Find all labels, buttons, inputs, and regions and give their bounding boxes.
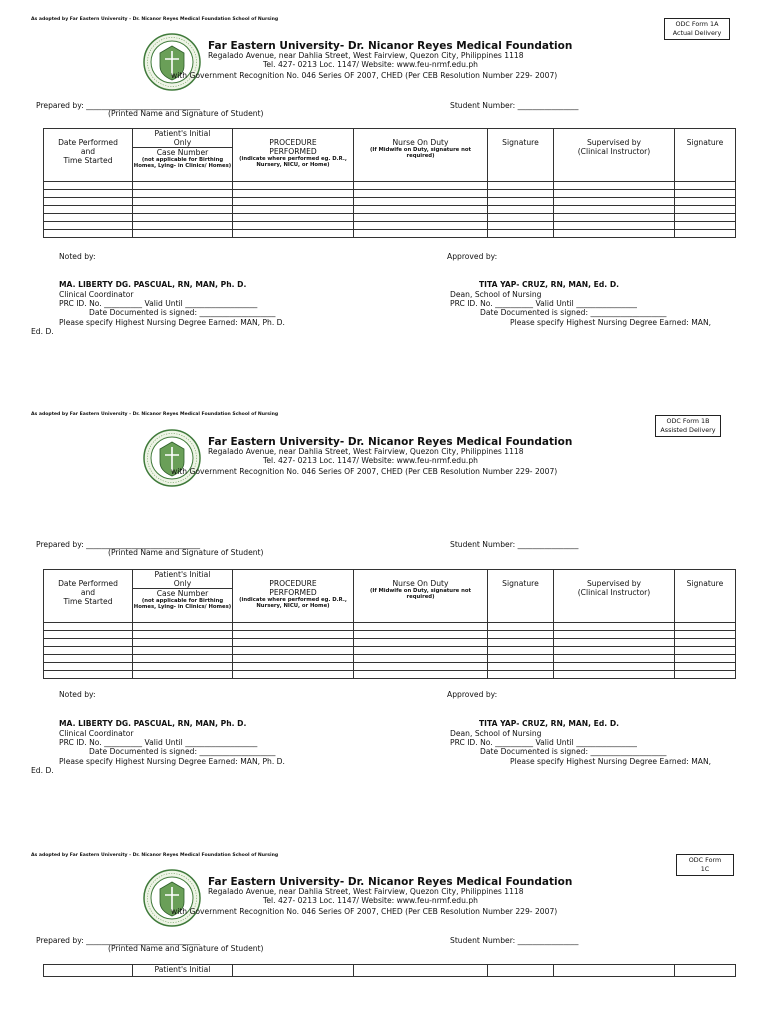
approved-by: Approved by: xyxy=(447,690,498,699)
address: Regalado Avenue, near Dahlia Street, West Fairview, Quezon City, Philippines 1118 xyxy=(208,51,524,60)
header-procedure: PROCEDURE PERFORMED (indicate where performed eg. D.R., Nursery, NICU, or Home) xyxy=(233,570,354,623)
student-number: Student Number: ________________ xyxy=(450,936,579,945)
dean-degree-cont: Ed. D. xyxy=(31,327,54,336)
dean-name: TITA YAP- CRUZ, RN, MAN, Ed. D. xyxy=(479,719,620,728)
header-date: Date Performed and Time Started xyxy=(44,129,133,182)
prepared-by: Prepared by: ______________________________ xyxy=(36,540,201,549)
table-cell[interactable] xyxy=(44,182,133,190)
adopted-note: As adopted by Far Eastern University - Dr. Nicanor Reyes Medical Foundation School of Nursing xyxy=(31,853,279,858)
printed-name-note: (Printed Name and Signature of Student) xyxy=(108,944,264,953)
letterhead xyxy=(208,436,572,466)
contact-line: Tel. 427- 0213 Loc. 1147/ Website: www.feu-nrmf.edu.ph xyxy=(263,455,478,465)
form-type: 1C xyxy=(700,865,710,873)
dean-name: TITA YAP- CRUZ, RN, MAN, Ed. D. xyxy=(479,280,620,289)
form-code: ODC Form xyxy=(688,856,722,864)
contact-line: Tel. 427- 0213 Loc. 1147/ Website: www.feu-nrmf.edu.ph xyxy=(263,895,478,905)
prepared-by: Prepared by: ______________________________ xyxy=(36,936,201,945)
coordinator-name: MA. LIBERTY DG. PASCUAL, RN, MAN, Ph. D. xyxy=(59,719,247,728)
coordinator-title: Clinical Coordinator xyxy=(59,290,134,299)
delivery-log-table xyxy=(43,128,736,238)
form-code: ODC Form 1A xyxy=(675,20,719,28)
printed-name-note: (Printed Name and Signature of Student) xyxy=(108,548,264,557)
header-patient: Patient's Initial Only Case Number (not applicable for Birthing Homes, Lying- in Clinics/ Homes) xyxy=(133,129,233,182)
coordinator-name: MA. LIBERTY DG. PASCUAL, RN, MAN, Ph. D. xyxy=(59,280,247,289)
contact-line: Tel. 427- 0213 Loc. 1147/ Website: www.feu-nrmf.edu.ph xyxy=(263,59,478,69)
adopted-note: As adopted by Far Eastern University - Dr. Nicanor Reyes Medical Foundation School of Nursing xyxy=(31,17,279,22)
dean-date: Date Documented is signed: ____________________ xyxy=(480,308,667,317)
header-patient: Patient's Initial xyxy=(133,965,233,977)
recognition-line: with Government Recognition No. 046 Series OF 2007, CHED (Per CEB Resolution Number 229- 2007) xyxy=(171,71,558,80)
dean-title: Dean, School of Nursing xyxy=(450,290,542,299)
university-name: Far Eastern University- Dr. Nicanor Reyes Medical Foundation xyxy=(208,436,573,448)
prepared-by: Prepared by: ______________________________ xyxy=(36,101,201,110)
coordinator-date: Date Documented is signed: ____________________ xyxy=(89,747,276,756)
header-supervised: Supervised by (Clinical Instructor) xyxy=(554,129,675,182)
header-signature: Signature xyxy=(488,129,554,182)
address: Regalado Avenue, near Dahlia Street, West Fairview, Quezon City, Philippines 1118 xyxy=(208,447,524,456)
address: Regalado Avenue, near Dahlia Street, West Fairview, Quezon City, Philippines 1118 xyxy=(208,887,524,896)
header-procedure: PROCEDURE PERFORMED (indicate where performed eg. D.R., Nursery, NICU, or Home) xyxy=(233,129,354,182)
form-code-box xyxy=(655,415,721,437)
recognition-line: with Government Recognition No. 046 Series OF 2007, CHED (Per CEB Resolution Number 229- 2007) xyxy=(171,467,558,476)
header-date: Date Performed and Time Started xyxy=(44,570,133,623)
noted-by: Noted by: xyxy=(59,252,96,261)
school-seal-icon xyxy=(143,429,201,487)
header-nurse: Nurse On Duty (If Midwife on Duty, signature not required) xyxy=(354,570,488,623)
dean-date: Date Documented is signed: ____________________ xyxy=(480,747,667,756)
recognition-line: with Government Recognition No. 046 Series OF 2007, CHED (Per CEB Resolution Number 229- 2007) xyxy=(171,907,558,916)
coordinator-date: Date Documented is signed: ____________________ xyxy=(89,308,276,317)
university-name: Far Eastern University- Dr. Nicanor Reyes Medical Foundation xyxy=(208,40,573,52)
header-signature-2: Signature xyxy=(675,129,736,182)
school-seal-icon xyxy=(143,869,201,927)
delivery-log-table xyxy=(43,964,736,977)
student-number: Student Number: ________________ xyxy=(450,540,579,549)
form-code: ODC Form 1B xyxy=(666,417,710,425)
coordinator-degree: Please specify Highest Nursing Degree Earned: MAN, Ph. D. xyxy=(59,757,285,766)
coordinator-degree: Please specify Highest Nursing Degree Earned: MAN, Ph. D. xyxy=(59,318,285,327)
dean-prc: PRC ID. No. __________ Valid Until ________________ xyxy=(450,299,637,308)
school-seal-icon xyxy=(143,33,201,91)
letterhead xyxy=(208,876,572,906)
table-cell[interactable] xyxy=(44,623,133,631)
letterhead xyxy=(208,40,572,70)
dean-degree-cont: Ed. D. xyxy=(31,766,54,775)
header-signature: Signature xyxy=(488,570,554,623)
header-patient: Patient's Initial Only Case Number (not applicable for Birthing Homes, Lying- in Clinics/ Homes) xyxy=(133,570,233,623)
dean-title: Dean, School of Nursing xyxy=(450,729,542,738)
header-supervised: Supervised by (Clinical Instructor) xyxy=(554,570,675,623)
delivery-log-table xyxy=(43,569,736,679)
form-code-box xyxy=(664,18,730,40)
form-type: Actual Delivery xyxy=(672,29,722,37)
form-code-box xyxy=(676,854,734,876)
coordinator-title: Clinical Coordinator xyxy=(59,729,134,738)
approved-by: Approved by: xyxy=(447,252,498,261)
coordinator-prc: PRC ID. No. __________ Valid Until ___________________ xyxy=(59,299,258,308)
adopted-note: As adopted by Far Eastern University - Dr. Nicanor Reyes Medical Foundation School of Nursing xyxy=(31,412,279,417)
dean-prc: PRC ID. No. __________ Valid Until ________________ xyxy=(450,738,637,747)
university-name: Far Eastern University- Dr. Nicanor Reyes Medical Foundation xyxy=(208,876,573,888)
form-type: Assisted Delivery xyxy=(660,426,716,434)
coordinator-prc: PRC ID. No. __________ Valid Until ___________________ xyxy=(59,738,258,747)
header-signature-2: Signature xyxy=(675,570,736,623)
dean-degree: Please specify Highest Nursing Degree Earned: MAN, xyxy=(510,757,712,766)
dean-degree: Please specify Highest Nursing Degree Earned: MAN, xyxy=(510,318,712,327)
printed-name-note: (Printed Name and Signature of Student) xyxy=(108,109,264,118)
noted-by: Noted by: xyxy=(59,690,96,699)
header-nurse: Nurse On Duty (If Midwife on Duty, signature not required) xyxy=(354,129,488,182)
student-number: Student Number: ________________ xyxy=(450,101,579,110)
